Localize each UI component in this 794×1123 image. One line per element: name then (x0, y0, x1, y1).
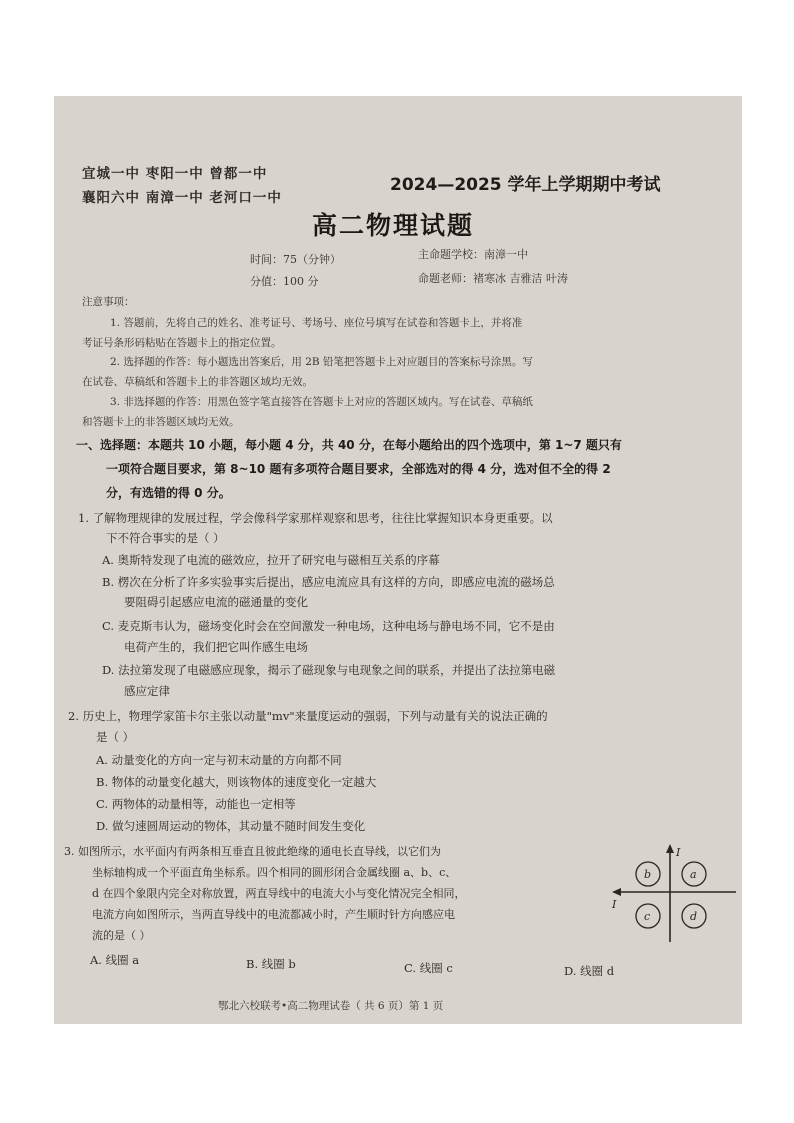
page-footer: 鄂北六校联考•高二物理试卷（ 共 6 页）第 1 页 (218, 1000, 444, 1012)
note-line: 在试卷、草稿纸和答题卡上的非答题区域均无效。 (82, 376, 313, 388)
current-label-horizontal: I (612, 898, 617, 911)
exam-score: 分值：100 分 (250, 275, 319, 288)
q3-stem: 流的是（ ） (92, 929, 151, 942)
coil-b-label: b (644, 868, 652, 881)
q2-option-a: A. 动量变化的方向一定与初末动量的方向都不同 (96, 753, 342, 767)
note-line: 和答题卡上的非答题区域均无效。 (82, 416, 240, 428)
q1-option-d: D. 法拉第发现了电磁感应现象，揭示了磁现象与电现象之间的联系，并提出了法拉第电磁 (102, 663, 556, 677)
q1-option-b-cont: 要阻碍引起感应电流的磁通量的变化 (124, 595, 308, 609)
q1-option-c: C. 麦克斯韦认为，磁场变化时会在空间激发一种电场，这种电场与静电场不同，它不是由 (102, 619, 555, 633)
subject-title: 高二物理试题 (312, 211, 475, 240)
q3-coils-figure (610, 844, 740, 944)
q2-option-c: C. 两物体的动量相等，动能也一定相等 (96, 797, 296, 811)
note-line: 1. 答题前，先将自己的姓名、准考证号、考场号、座位号填写在试卷和答题卡上，并将准 (110, 317, 523, 329)
notes-title: 注意事项： (82, 296, 135, 308)
exam-page (54, 96, 742, 1024)
arrow-left-icon (612, 888, 621, 896)
q2-stem: 2. 历史上，物理学家笛卡尔主张以动量"mv"来量度运动的强弱，下列与动量有关的说法正确的 (68, 709, 548, 723)
host-school: 主命题学校：南漳一中 (418, 248, 528, 261)
section-heading-line: 分，有选错的得 0 分。 (106, 486, 231, 500)
arrow-up-icon (666, 844, 674, 853)
coil-c-label: c (644, 910, 651, 923)
coil-d-label: d (690, 910, 698, 923)
exam-title: 2024—2025 学年上学期期中考试 (390, 175, 661, 195)
q3-option-d: D. 线圈 d (564, 964, 615, 978)
q2-stem: 是（ ） (96, 730, 135, 744)
q3-option-c: C. 线圈 c (404, 961, 453, 975)
schools-row-1: 宜城一中 枣阳一中 曾都一中 (82, 166, 268, 182)
q2-option-d: D. 做匀速圆周运动的物体，其动量不随时间发生变化 (96, 819, 366, 833)
q1-stem: 下不符合事实的是（ ） (106, 531, 225, 545)
note-line: 考证号条形码粘贴在答题卡上的指定位置。 (82, 337, 282, 349)
q3-stem: 3. 如图所示，水平面内有两条相互垂直且彼此绝缘的通电长直导线，以它们为 (64, 845, 441, 858)
schools-row-2: 襄阳六中 南漳一中 老河口一中 (82, 190, 282, 206)
q3-option-a: A. 线圈 a (90, 953, 140, 967)
q1-stem: 1. 了解物理规律的发展过程，学会像科学家那样观察和思考，往往比掌握知识本身更重要。以 (78, 511, 553, 525)
current-label-vertical: I (676, 846, 681, 859)
coil-a-label: a (690, 868, 697, 881)
q3-stem: 电流方向如图所示，当两直导线中的电流都减小时，产生顺时针方向感应电 (92, 908, 455, 921)
q3-option-b: B. 线圈 b (246, 957, 296, 971)
q3-stem: d 在四个象限内完全对称放置，两直导线中的电流大小与变化情况完全相同， (92, 887, 466, 900)
q1-option-a: A. 奥斯特发现了电流的磁效应，拉开了研究电与磁相互关系的序幕 (102, 553, 440, 567)
exam-time: 时间：75（分钟） (250, 253, 341, 266)
q1-option-d-cont: 感应定律 (124, 684, 170, 698)
q3-stem: 坐标轴构成一个平面直角坐标系。四个相同的圆形闭合金属线圈 a、b、c、 (92, 866, 457, 879)
q1-option-b: B. 楞次在分析了许多实验事实后提出，感应电流应具有这样的方向，即感应电流的磁场总 (102, 575, 555, 589)
note-line: 3. 非选择题的作答：用黑色签字笔直接答在答题卡上对应的答题区域内。写在试卷、草稿纸 (110, 396, 533, 408)
q1-option-c-cont: 电荷产生的，我们把它叫作感生电场 (124, 640, 308, 654)
note-line: 2. 选择题的作答：每小题选出答案后，用 2B 铅笔把答题卡上对应题目的答案标号涂黑。写 (110, 356, 533, 368)
teachers: 命题老师：褚寒冰 吉雅洁 叶涛 (418, 272, 568, 285)
section-heading-line: 一项符合题目要求，第 8~10 题有多项符合题目要求，全部选对的得 4 分，选对但不全的得 2 (106, 462, 611, 476)
q2-option-b: B. 物体的动量变化越大，则该物体的速度变化一定越大 (96, 775, 377, 789)
section-heading: 一、选择题：本题共 10 小题，每小题 4 分，共 40 分，在每小题给出的四个选项中，第 1~7 题只有 (76, 438, 622, 452)
